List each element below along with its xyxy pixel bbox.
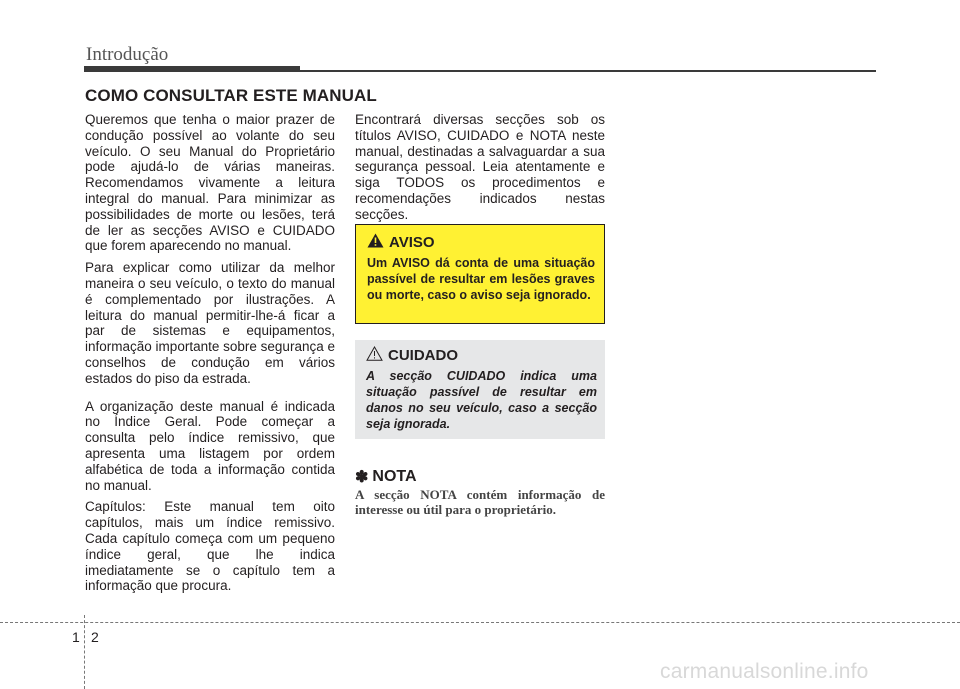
right-column xyxy=(355,112,605,229)
paragraph: Queremos que tenha o maior prazer de condução possível ao volante do seu veículo. O seu Manual do Proprietário pode ajudá-lo de várias maneiras. Recomendamos vivamente a leitura integral do manual. Para minimizar as possibilidades de morte ou lesões, terá de ler as secções AVISO e CUIDADO que forem aparecendo no manual. xyxy=(85,112,335,254)
paragraph: Capítulos: Este manual tem oito capítulos, mais um índice remissivo. Cada capítulo começa com um pequeno índice geral, que lhe indica imediatamente se o capítulo tem a informação que procura. xyxy=(85,499,335,594)
asterisk-icon: ✽ xyxy=(355,469,369,486)
paragraph: Encontrará diversas secções sob os títulos AVISO, CUIDADO e NOTA neste manual, destinadas a salvaguardar a sua segurança pessoal. Leia atentamente e siga TODOS os procedimentos e recomendações indicados nestas secções. xyxy=(355,112,605,222)
nota-header xyxy=(355,467,417,487)
warning-triangle-filled-icon xyxy=(367,233,384,252)
aviso-title: AVISO xyxy=(389,234,435,251)
footer-dashed-divider xyxy=(84,615,85,689)
watermark: carmanualsonline.info xyxy=(660,660,869,683)
aviso-text: Um AVISO dá conta de uma situação passível de resultar em lesões graves ou morte, caso o aviso seja ignorado. xyxy=(367,256,595,302)
section-title: COMO CONSULTAR ESTE MANUAL xyxy=(85,86,377,105)
nota-title: NOTA xyxy=(372,468,417,485)
paragraph: Para explicar como utilizar da melhor maneira o seu veículo, o texto do manual é complementado por ilustrações. A leitura do manual permitir-lhe-á ficar a par de sistemas e equipamentos, informação importante sobre segurança e conselhos de condução em vários estados do piso da estrada. xyxy=(85,260,335,386)
running-header: Introdução xyxy=(86,44,169,65)
aviso-box xyxy=(355,224,605,324)
warning-triangle-outline-icon xyxy=(366,346,383,365)
chapter-number: 1 xyxy=(72,629,80,645)
header-rule-thin xyxy=(300,70,876,72)
left-column xyxy=(85,112,335,600)
aviso-header xyxy=(367,233,595,252)
footer-dashed-rule xyxy=(0,622,960,623)
header-rule-thick xyxy=(84,66,300,72)
cuidado-header xyxy=(366,346,597,365)
cuidado-title: CUIDADO xyxy=(388,347,458,364)
page-number: 2 xyxy=(91,629,99,645)
nota-text: A secção NOTA contém informação de interesse ou útil para o proprietário. xyxy=(355,487,605,517)
paragraph: A organização deste manual é indicada no Índice Geral. Pode começar a consulta pelo índice remissivo, que apresenta uma listagem por ordem alfabética de toda a informação contida no manual. xyxy=(85,398,335,493)
cuidado-text: A secção CUIDADO indica uma situação passível de resultar em danos no seu veículo, caso a secção seja ignorada. xyxy=(366,369,597,431)
cuidado-box xyxy=(355,340,605,439)
